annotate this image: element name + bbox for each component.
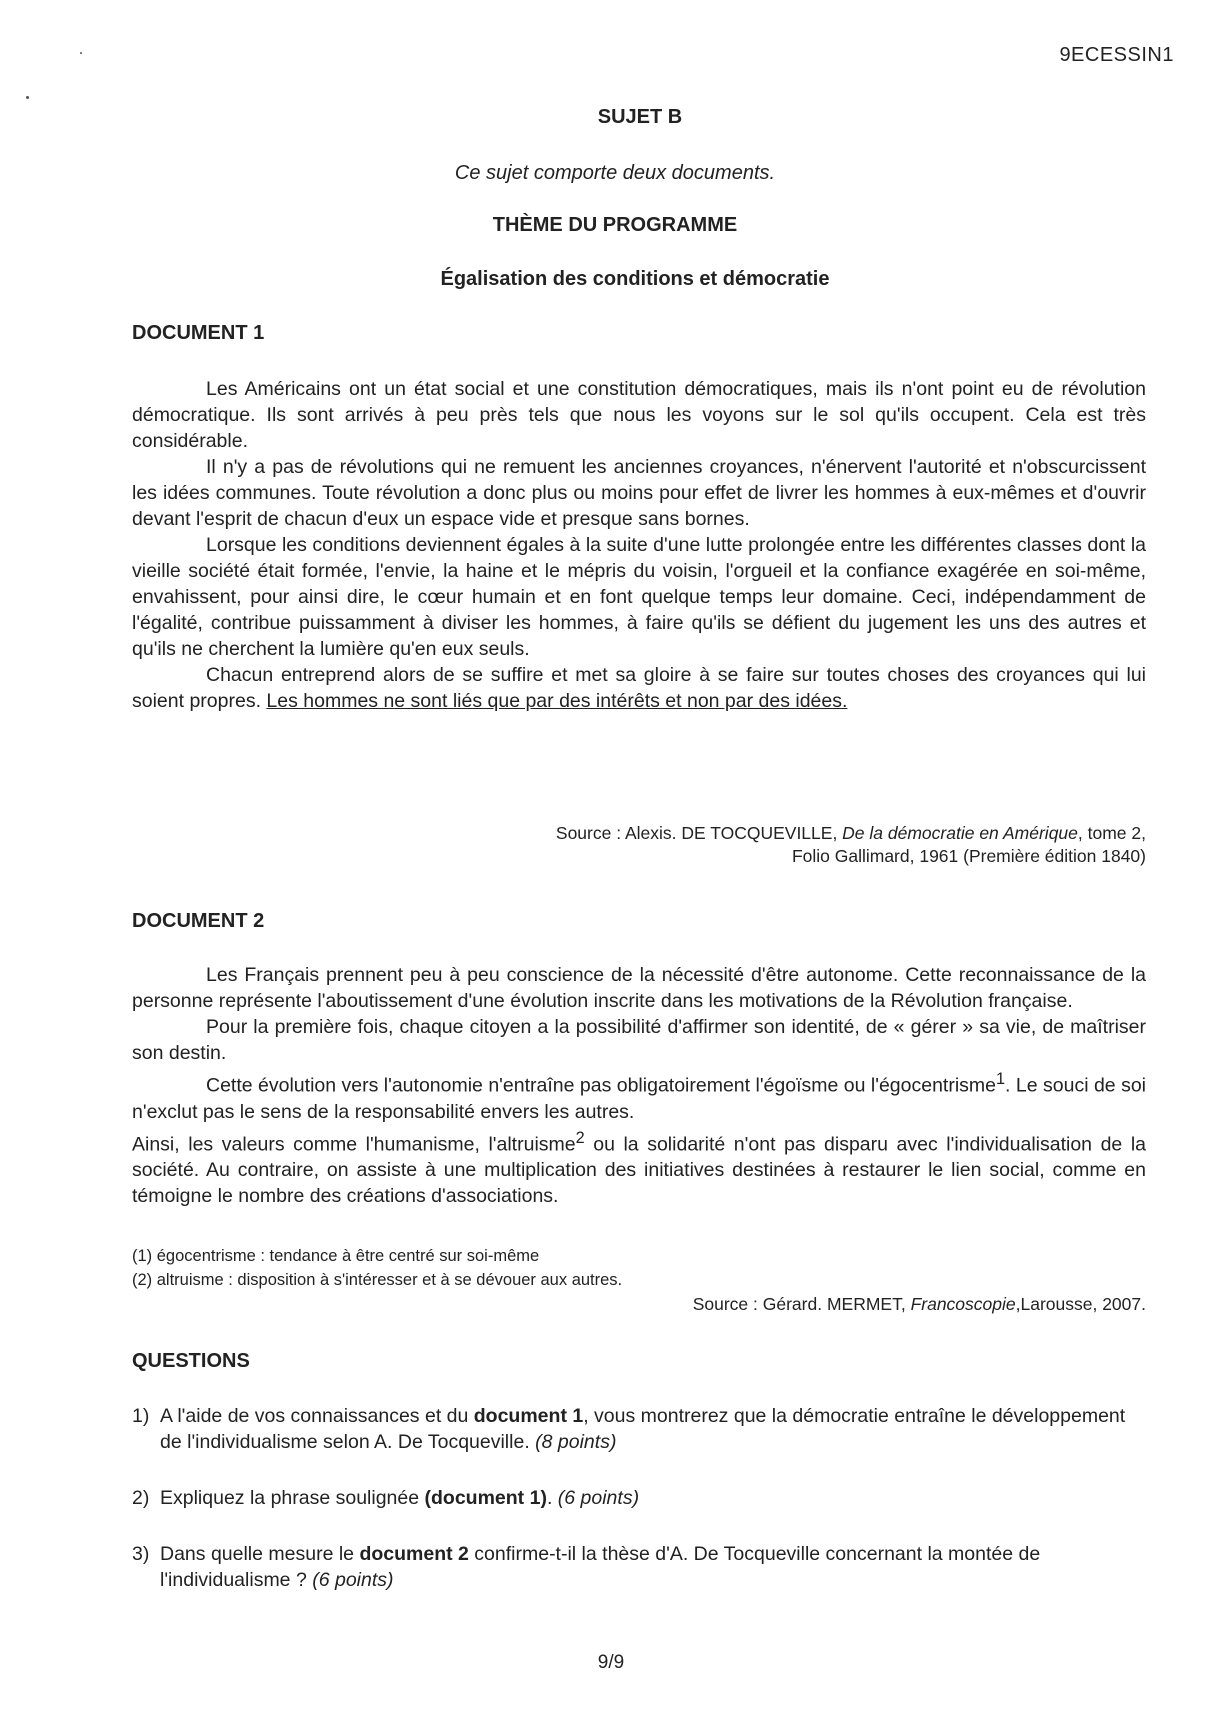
- footnote-ref: 1: [996, 1070, 1006, 1088]
- footnote-ref: 2: [575, 1128, 585, 1147]
- source-title: Francoscopie: [910, 1294, 1016, 1314]
- source-publisher: ,Larousse, 2007.: [1015, 1294, 1146, 1314]
- question-number: 1): [132, 1405, 150, 1427]
- source-volume: , tome 2,: [1077, 823, 1146, 843]
- document-1-heading: DOCUMENT 1: [132, 322, 265, 344]
- document-1-paragraph: Les Américains ont un état social et une constitution démocratiques, mais ils n'ont point eu de révolution démocratique. Ils sont arrivés à peu près tels que nous les voyons sur le sol qu'ils occupent. Cela est très considérable.: [132, 378, 1146, 452]
- scan-speck: [80, 52, 82, 54]
- question-points: (8 points): [535, 1431, 617, 1453]
- document-1-paragraph: Lorsque les conditions deviennent égales à la suite d'une lutte prolongée entre les différentes classes dont la vieille société était formée, l'envie, la haine et le mépris du voisin, l'orgueil et la confiance exagérée en soi-même, envahissent, pour ainsi dire, le cœur humain et en font quelque temps leur domaine. Ceci, indépendamment de l'égalité, contribue puissamment à diviser les hommes, à faire qu'ils se défient du jugement les uns des autres et qu'ils ne cherchent la lumière qu'en eux seuls.: [132, 534, 1146, 660]
- document-2-footnotes: [132, 1244, 622, 1292]
- document-1-text: [132, 376, 1146, 714]
- question-text: .: [546, 1487, 558, 1509]
- question-number: 3): [132, 1543, 150, 1565]
- document-2-text: [132, 962, 1146, 1209]
- document-2-paragraph: Les Français prennent peu à peu conscience de la nécessité d'être autonome. Cette reconnaissance de la personne représente l'aboutissement d'une évolution inscrite dans les motivations de la Révolution française.: [132, 964, 1146, 1012]
- sujet-title: SUJET B: [597, 106, 683, 128]
- document-2-heading: DOCUMENT 2: [132, 910, 265, 932]
- question-bold: document 2: [359, 1543, 469, 1565]
- paragraph-part: Ainsi, les valeurs comme l'humanisme, l'altruisme: [132, 1133, 576, 1155]
- scan-speck: [26, 96, 29, 99]
- source-line-2: Folio Gallimard, 1961 (Première édition 1840): [791, 846, 1146, 866]
- question-number: 2): [132, 1487, 150, 1509]
- underlined-sentence: Les hommes ne sont liés que par des intérêts et non par des idées.: [266, 690, 848, 712]
- theme-title: Égalisation des conditions et démocratie: [440, 268, 830, 290]
- document-2-paragraph: [132, 1066, 1146, 1125]
- document-1-paragraph: Il n'y a pas de révolutions qui ne remuent les anciennes croyances, n'énervent l'autorité et n'obscurcissent les idées communes. Toute révolution a donc plus ou moins pour effet de livrer les hommes à eux-mêmes et d'ouvrir devant l'esprit de chacun d'eux un espace vide et presque sans bornes.: [132, 456, 1146, 530]
- question-points: (6 points): [557, 1487, 640, 1509]
- footnote: (1) égocentrisme : tendance à être centré sur soi-même: [132, 1247, 540, 1265]
- sujet-intro: Ce sujet comporte deux documents.: [454, 162, 776, 184]
- question-points: (6 points): [312, 1569, 394, 1591]
- question-bold: document 1: [473, 1405, 584, 1427]
- question-item: [132, 1485, 1146, 1511]
- document-2-paragraph: Pour la première fois, chaque citoyen a la possibilité d'affirmer son identité, de « gérer » sa vie, de maîtriser son destin.: [132, 1016, 1146, 1064]
- question-text: , vous montrerez que la démocratie entraîne le développement de l'individualisme selon A. De Tocqueville.: [160, 1405, 1126, 1453]
- question-text: Expliquez la phrase soulignée: [160, 1487, 425, 1509]
- question-text: confirme-t-il la thèse d'A. De Tocqueville concernant la montée de l'individualisme ?: [160, 1543, 1041, 1591]
- document-2-paragraph: [132, 1125, 1146, 1210]
- question-item: [132, 1541, 1146, 1593]
- question-bold: (document 1): [424, 1487, 547, 1509]
- theme-label: THÈME DU PROGRAMME: [492, 214, 738, 236]
- source-title: De la démocratie en Amérique: [842, 823, 1078, 843]
- source-author: Source : Alexis. DE TOCQUEVILLE,: [555, 823, 843, 843]
- questions-list: [132, 1403, 1146, 1623]
- page-number: 9/9: [597, 1652, 625, 1673]
- document-1-source: [556, 822, 1146, 868]
- exam-code: 9ECESSIN1: [1059, 44, 1174, 66]
- paragraph-part: ou la solidarité n'ont pas disparu avec l'individualisation de la société. Au contraire, on assiste à une multiplication des initiatives destinées à restaurer le lien social, comme en témoigne le nombre des créations d'associations.: [132, 1133, 1147, 1207]
- question-item: [132, 1403, 1146, 1455]
- document-1-paragraph: [132, 662, 1146, 714]
- source-line: [556, 822, 1146, 845]
- footnote: (2) altruisme : disposition à s'intéresser et à se dévouer aux autres.: [132, 1271, 623, 1289]
- source-author: Source : Gérard. MERMET,: [692, 1294, 911, 1314]
- document-2-source: [693, 1293, 1146, 1316]
- paragraph-part: Cette évolution vers l'autonomie n'entraîne pas obligatoirement l'égoïsme ou l'égocentrisme: [206, 1074, 996, 1097]
- paragraph-start: Chacun entreprend alors de se suffire et met sa gloire à se faire sur toutes choses des croyances qui lui soient propres.: [132, 664, 1146, 712]
- questions-heading: QUESTIONS: [132, 1350, 250, 1372]
- question-text: A l'aide de vos connaissances et du: [160, 1405, 474, 1427]
- paragraph-part: . Le souci de soi n'exclut pas le sens de la responsabilité envers les autres.: [132, 1074, 1146, 1123]
- question-text: Dans quelle mesure le: [160, 1543, 360, 1565]
